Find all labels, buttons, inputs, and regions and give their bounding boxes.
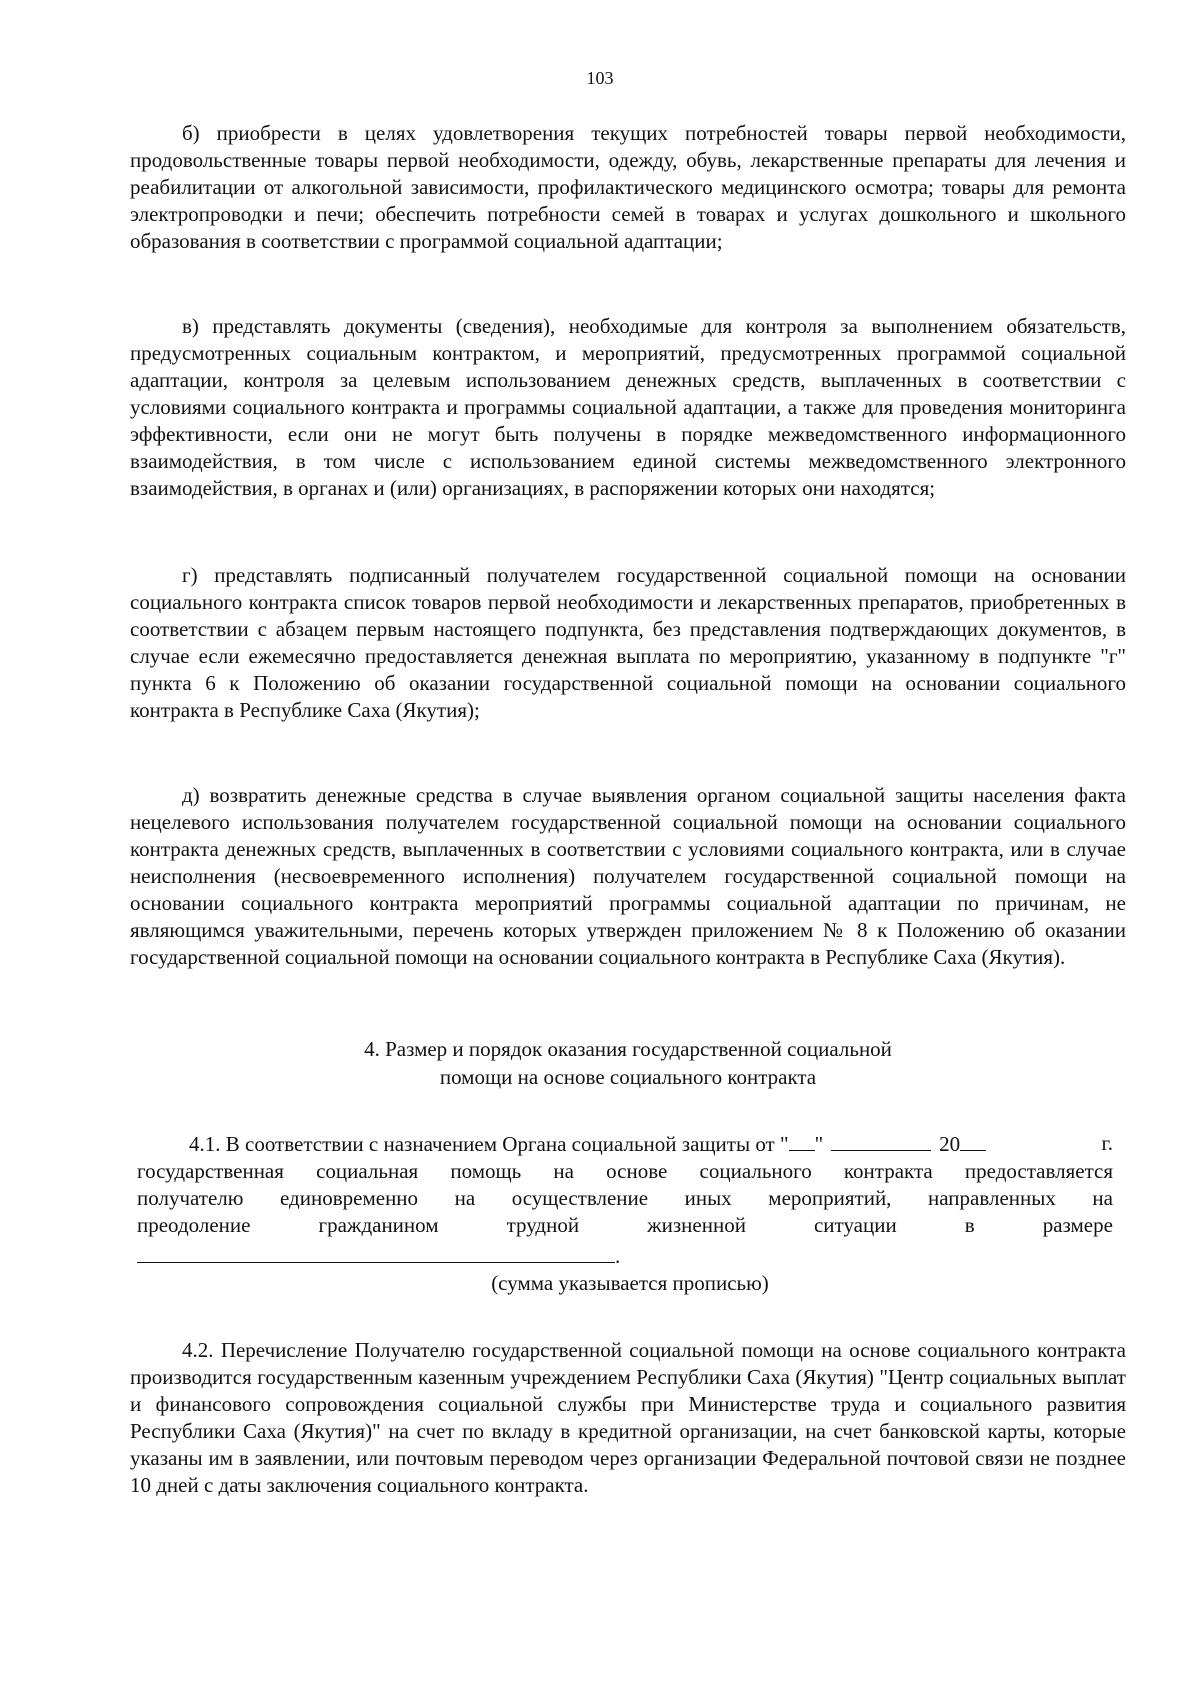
year-blank-field [960,1130,986,1151]
clause-4-2 [130,1337,1126,1499]
month-blank-field [831,1130,931,1151]
paragraph-v [130,313,1126,502]
year-suffix: г. [1101,1131,1113,1155]
clause-4-1-line3 [137,1185,1113,1212]
clause-4-1 [137,1130,1113,1239]
clause-4-1-line2 [137,1158,1113,1185]
clause-4-1-prefix: 4.1. В соответствии с назначением Органа социальной защиты от " [189,1132,789,1156]
clause-4-1-word: ситуации [813,1213,897,1237]
clause-4-1-line1 [137,1130,1113,1158]
clause-4-1-quote-close: " [814,1132,824,1156]
day-blank-field [789,1130,815,1151]
clause-4-1-line4 [137,1212,1113,1239]
clause-4-1-word: гражданином [318,1213,439,1237]
page-number: 103 [586,68,614,88]
amount-line [137,1243,620,1270]
clause-4-1-word: в [964,1213,975,1237]
clause-4-1-line2-text: государственная социальная помощь на основе социального контракта предоставляется [137,1159,1113,1183]
section-4-heading-line1: 4. Размер и порядок оказания государственной социальной [364,1037,892,1061]
paragraph-g-text: г) представлять подписанный получателем государственной социальной помощи на основании социального контракта список товаров первой необходимости и лекарственных препаратов, приобретенных в соответствии с абзацем первым настоящего подпункта, без представления подтверждающих документов, в случае если ежемесячно предоставляется денежная выплата по мероприятию, указанному в подпункте "г" пункта 6 к Положению об оказании государственной социальной помощи на основании социального контракта в Республике Саха (Якутия); [130,563,1126,722]
clause-4-1-word: жизненной [647,1213,746,1237]
clause-4-1-line3-text: получателю единовременно на осуществление иных мероприятий, направленных на [137,1186,1113,1210]
amount-blank-field [137,1246,615,1263]
paragraph-b-text: б) приобрести в целях удовлетворения текущих потребностей товары первой необходимости, продовольственные товары первой необходимости, одежду, обувь, лекарственные препараты для лечения и реабилитации от алкогольной зависимости, профилактического медицинского осмотра; товары для ремонта электропроводки и печи; обеспечить потребности семей в товарах и услугах дошкольного и школьного образования в соответствии с программой социальной адаптации; [130,121,1126,253]
clause-4-2-text: 4.2. Перечисление Получателю государственной социальной помощи на основе социального контракта производится государственным казенным учреждением Республики Саха (Якутия) "Центр социальных выплат и финансового сопровождения социальной службы при Министерстве труда и социального развития Республики Саха (Якутия)" на счет по вкладу в кредитной организации, на счет банковской карты, которые указаны им в заявлении, или почтовым переводом через организации Федеральной почтовой связи не позднее 10 дней с даты заключения социального контракта. [130,1338,1126,1497]
section-4-heading-line2: помощи на основе социального контракта [439,1065,817,1089]
paragraph-d-text: д) возвратить денежные средства в случае выявления органом социальной защиты населения факта нецелевого использования получателем государственной социальной помощи на основании социального контракта денежных средств, выплаченных в соответствии с условиями социального контракта, или в случае неисполнения (несвоевременного исполнения) получателем государственной социальной помощи на основании социального контракта мероприятий программы социальной адаптации по причинам, не являющимся уважительными, перечень которых утвержден приложением № 8 к Положению об оказании государственной социальной помощи на основании социального контракта в Республике Саха (Якутия). [130,783,1126,969]
paragraph-g [130,562,1126,724]
paragraph-v-text: в) представлять документы (сведения), необходимые для контроля за выполнением обязательств, предусмотренных социальным контрактом, и мероприятий, предусмотренных программой социальной адаптации, контроля за целевым использованием денежных средств, выплаченных в соответствии с условиями социального контракта и программы социальной адаптации, а также для проведения мониторинга эффективности, если они не могут быть получены в порядке межведомственного информационного взаимодействия, в том числе с использованием единой системы межведомственного электронного взаимодействия, в органах и (или) организациях, в распоряжении которых они находятся; [130,314,1126,500]
clause-4-1-word: трудной [506,1213,580,1237]
amount-end-period: . [615,1244,621,1268]
clause-4-1-word: размере [1042,1213,1113,1237]
section-4-heading [130,1035,1126,1091]
year-prefix: 20 [939,1132,961,1156]
paragraph-d [130,782,1126,971]
paragraph-b [130,120,1126,255]
clause-4-1-date-sentence [189,1130,986,1158]
amount-caption: (сумма указывается прописью) [491,1271,769,1295]
clause-4-1-word: преодоление [137,1213,251,1237]
